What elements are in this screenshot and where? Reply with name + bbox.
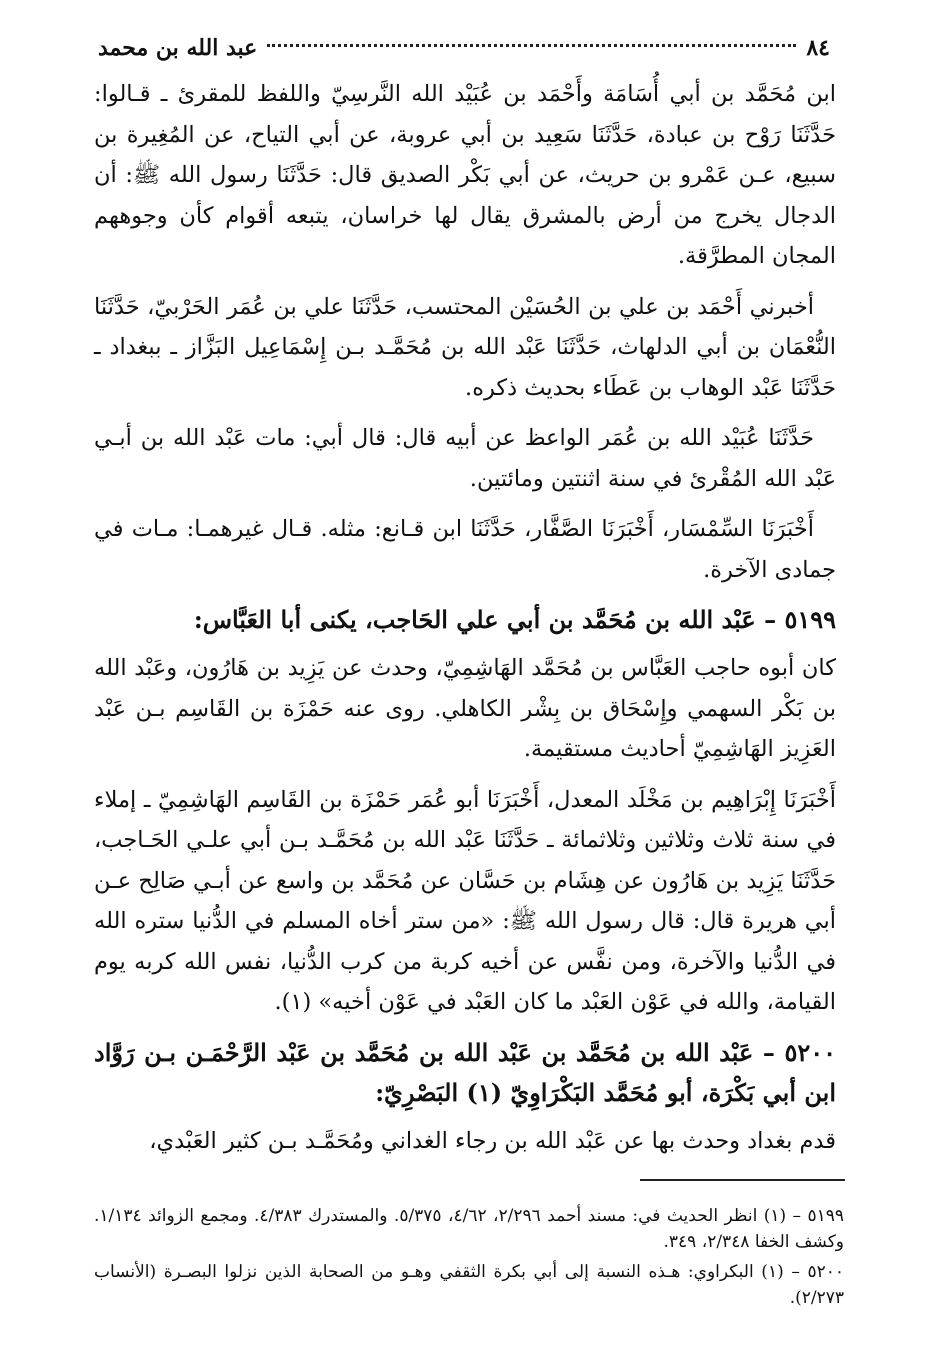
biography-5199-hadith: أَخْبَرَنَا إِبْرَاهِيم بن مَخْلَد المعدل، أَخْبَرَنَا أبو عُمَر حَمْزَة بن القَاسِم الهَاشِمِيّ ـ إملاء في سنة ثلاث وثلاثين وثلاثمائة ـ حَدَّثَنَا عَبْد الله بن مُحَمَّـد بـن أبي علـي الحَـاجب، حَدَّثَنَا يَزِيد بن هَارُون عن هِشَام بن حَسَّان عن مُحَمَّد بن واسع عن أبـي صَالِح عـن أبي هريرة قال: قال رسول الله ﷺ: «من ستر أخاه المسلم في الدُّنيا ستره الله في الدُّنيا والآخرة، ومن نفَّس عن أخيه كربة من كرب الدُّنيا، نفس الله كربه يوم القيامة، والله في عَوْن العَبْد ما كان العَبْد في عَوْن أخيه» (١).	[94, 786, 836, 1015]
biography-5199-intro: كان أبوه حاجب العَبَّاس بن مُحَمَّد الهَاشِمِيّ، وحدث عن يَزِيد بن هَارُون، وعَبْد الله بن بَكْر السهمي وإِسْحَاق بن بِشْر الكاهلي. روى عنه حَمْزَة بن القَاسِم بـن عَبْد العَزِيز الهَاشِمِيّ أحاديث مستقيمة.	[94, 655, 836, 762]
main-text	[94, 74, 836, 1171]
biography-heading-5199: ٥١٩٩ – عَبْد الله بن مُحَمَّد بن أبي علي الحَاجب، يكنى أبا العَبَّاس:	[193, 605, 836, 634]
footnotes	[94, 1203, 844, 1315]
page-number: ٨٤	[806, 35, 830, 61]
footnote-5200: ٥٢٠٠ – (١) البكراوي: هـذه النسبة إلى أبي بكرة الثقفي وهـو من الصحابة الذين نزلوا البصـرة (الأنساب ٢/٢٧٣).	[94, 1262, 844, 1308]
page-header	[98, 30, 830, 66]
biography-5200-intro: قدم بغداد وحدث بها عن عَبْد الله بن رجاء الغداني ومُحَمَّـد بـن كثير العَبْدي،	[149, 1127, 836, 1154]
paragraph-death-month: أَخْبَرَنَا السِّمْسَار، أَخْبَرَنَا الصَّفَّار، حَدَّثَنَا ابن قـانع: مثله. قـال غيرهمـا: مـات في جمادى الآخرة.	[94, 516, 836, 583]
paragraph-isnad-dajjal: ابن مُحَمَّد بن أبي أُسَامَة وأَحْمَد بن عُبَيْد الله النَّرسِيّ واللفظ للمقرئ ـ قـالوا: حَدَّثَنَا رَوْح بن عبادة، حَدَّثَنَا سَعِيد بن أبي عروبة، عن أبي التياح، عن المُغِيرة بن سبيع، عـن عَمْرو بن حريث، عن أبي بَكْر الصديق قال: حَدَّثَنَا رسول الله ﷺ: أن الدجال يخرج من أرض بالمشرق يقال لها خراسان، يتبعه أقوام كأن وجوههم المجان المطرَّقة.	[94, 81, 836, 269]
running-title: عبد الله بن محمد	[98, 35, 258, 61]
header-dot-leader	[267, 30, 796, 47]
biography-heading-5200: ٥٢٠٠ – عَبْد الله بن مُحَمَّد بن عَبْد الله بن مُحَمَّد بن عَبْد الرَّحْمَـن بـن رَوَّاد ابن أبي بَكْرَة، أبو مُحَمَّد البَكْرَاوِيّ (١) البَصْرِيّ:	[94, 1037, 836, 1107]
paragraph-death-date: حَدَّثَنَا عُبَيْد الله بن عُمَر الواعظ عن أبيه قال: قال أبي: مات عَبْد الله بن أبـي عَبْد الله المُقْرئ في سنة اثنتين ومائتين.	[94, 425, 836, 492]
paragraph-isnad-abd-al-wahhab: أخبرني أَحْمَد بن علي بن الحُسَيْن المحتسب، حَدَّثَنَا علي بن عُمَر الحَرْبيّ، حَدَّثَنَا النُّعْمَان بن أبي الدلهاث، حَدَّثَنَا عَبْد الله بن مُحَمَّـد بـن إِسْمَاعِيل البَزَّاز ـ ببغداد ـ حَدَّثَنَا عَبْد الوهاب بن عَطَاء بحديث ذكره.	[94, 293, 836, 401]
footnote-separator	[640, 1179, 845, 1181]
footnote-5199: ٥١٩٩ – (١) انظر الحديث في: مسند أحمد ٢/٢٩٦، ٤/٦٢، ٥/٣٧٥. والمستدرك ٤/٣٨٣. ومجمع الزوائد ١/١٣٤. وكشف الخفا ٢/٣٤٨، ٣٤٩.	[94, 1206, 845, 1252]
